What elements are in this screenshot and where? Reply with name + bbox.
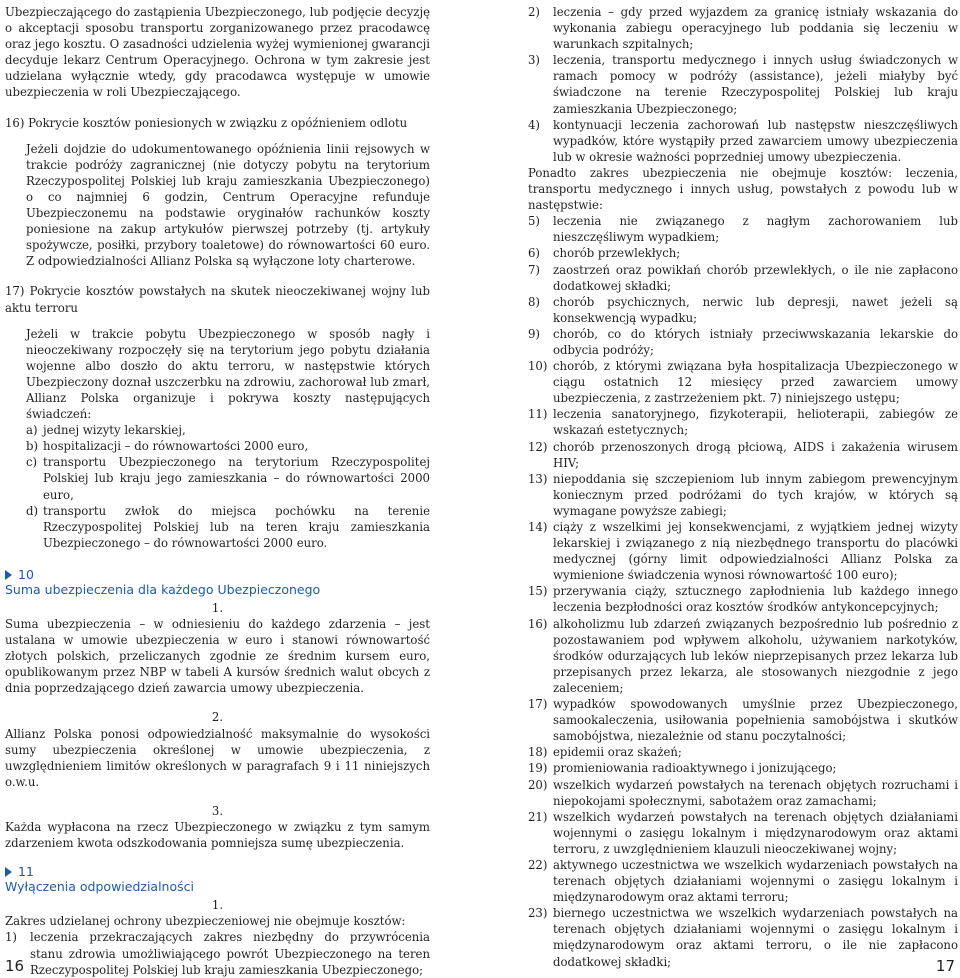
list-item-text: alkoholizmu lub zdarzeń związanych bezpośrednio lub pośrednio z pozostawaniem pod wpływem alkoholu, używaniem narkotyków, środków odurzających lub leków nieprzepisanych przez lekarza lub przepisanych przez lekarza, ale stosowanych niezgodnie z jego zaleceniem; [553,616,958,695]
list-item-text: wypadków spowodowanych umyślnie przez Ubezpieczonego, samookaleczenia, usiłowania popełnienia samobójstwa i skutków samobójstwa, niezależnie od stanu poczytalności; [553,697,958,744]
list-item-label: 4) [528,117,540,132]
exclusions-list-a [528,4,958,165]
list-item-label: 23) [528,906,548,921]
list-item-label: 10) [528,359,548,374]
list-item-label: 11) [528,407,548,422]
list-item-label: b) [26,439,39,454]
list-item-text: leczenia sanatoryjnego, fizykoterapii, helioterapii, zabiegów ze wskazań estetycznych; [553,407,958,438]
section-10-para-1-number: 1. [211,600,224,615]
section-10-para-2: Allianz Polska ponosi odpowiedzialność maksymalnie do wysokości sumy ubezpieczenia określonej w umowie ubezpieczenia, z uwzględnieniem limitów określonych w paragrafach 9 i 11 niniejszych o.w.u. [5,726,430,789]
item-17-heading: 17) Pokrycie kosztów powstałych na skutek nieoczekiwanej wojny lub aktu terroru [5,284,430,315]
list-item [528,294,958,326]
list-item-text: wszelkich wydarzeń powstałych na terenach objętych rozruchami i niepokojami społecznymi, sabotażem oraz zamachami; [553,777,958,808]
list-item [528,760,958,776]
list-item [528,52,958,116]
list-item-label: 19) [528,761,548,776]
list-item-label: 20) [528,777,548,792]
item-16-heading: 16) Pokrycie kosztów poniesionych w związku z opóźnieniem odlotu [5,115,408,130]
right-column [528,4,958,970]
list-item [528,213,958,245]
triangle-marker-icon [5,570,12,580]
list-item-text: chorób psychicznych, nerwic lub depresji, nawet jeżeli są konsekwencją wypadku; [553,294,958,325]
list-item [528,471,958,519]
list-item-text: chorób przewlekłych; [553,246,681,261]
list-item [528,262,958,294]
list-item [528,905,958,969]
list-item-text: hospitalizacji – do równowartości 2000 euro, [43,439,309,454]
list-item-text: niepoddania się szczepieniom lub innym zabiegom prewencyjnym koniecznym przed podróżami do tych krajów, w których są wymagane powyższe zabiegi; [553,471,958,518]
intro-paragraph: Ubezpieczającego do zastąpienia Ubezpieczonego, lub podjęcie decyzję o akceptacji sposobu transportu zorganizowanego przez pracodawcę oraz jego kosztu. O zasadności udzielenia wyżej wymienionej gwarancji decyduje lekarz Centrum Operacyjnego. Ochrona w tym zakresie jest udzielana wyłącznie wtedy, gdy pracodawca występuje w umowie ubezpieczenia w roli Ubezpieczającego. [5,5,430,100]
item-16-body: Jeżeli dojdzie do udokumentowanego opóźnienia linii rejsowych w trakcie podróży zagranicznej (nie dotyczy pobytu na terytorium Rzeczypospolitej Polskiej lub kraju zamieszkania Ubezpieczonego) o co najmniej 6 godzin, Centrum Operacyjne refunduje Ubezpieczonemu na podstawie oryginałów rachunków koszty poniesione na zakup artykułów pierwszej potrzeby (tj. artykuły spożywcze, posiłki, przybory toaletowe) do równowartości 60 euro. Z odpowiedzialności Allianz Polska są wyłączone loty charterowe. [26,141,430,269]
list-item-label: 15) [528,584,548,599]
list-item-text: leczenia, transportu medycznego i innych usług świadczonych w ramach pomocy w podróży (assistance), jeżeli miałyby być świadczone na terenie Rzeczypospolitej Polskiej lub kraju zamieszkania Ubezpieczonego; [553,53,958,116]
list-item-text: transportu Ubezpieczonego na terytorium Rzeczypospolitej Polskiej lub kraju jego zamieszkania – do równowartości 2000 euro, [43,455,430,502]
list-item-text: jednej wizyty lekarskiej, [43,423,186,438]
section-10-title: Suma ubezpieczenia dla każdego Ubezpieczonego [5,581,321,597]
list-item-label: 21) [528,809,548,824]
list-item [528,696,958,744]
list-item [528,616,958,696]
list-item-label: 17) [528,697,548,712]
list-item-label: 14) [528,520,548,534]
item-17-content [26,326,430,551]
list-item-text: przerywania ciąży, sztucznego zapłodnienia lub każdego innego leczenia bezpłodności oraz kosztów środków antykoncepcyjnych; [553,584,958,615]
section-10-number: 10 [18,566,34,582]
list-item-label: c) [26,455,38,470]
list-item [528,326,958,358]
section-10-para-2-number: 2. [211,710,224,725]
section-10-para-3: Każda wypłacona na rzecz Ubezpieczonego w związku z tym samym zdarzeniem kwota odszkodowania pomniejsza sumę ubezpieczenia. [5,820,430,851]
list-item-text: biernego uczestnictwa we wszelkich wydarzeniach powstałych na terenach objętych działaniami wojennymi o zasięgu lokalnym i międzynarodowym oraz aktami terroru, o ile nie zapłacono dodatkowej składki; [553,906,958,969]
section-11-number: 11 [18,864,34,880]
list-item-text: transportu zwłok do miejsca pochówku na terenie Rzeczypospolitej Polskiej lub na teren kraju zamieszkania Ubezpieczonego – do równowartości 2000 euro. [43,503,430,550]
list-item-label: 7) [528,262,540,277]
list-item [528,406,958,438]
list-item [26,503,430,551]
section-11-title: Wyłączenia odpowiedzialności [5,879,194,895]
list-item-text: ciąży z wszelkimi jej konsekwencjami, z wyjątkiem jednej wizyty lekarskiej i związanego z nią niezbędnego transportu do placówki medycznej (górny limit odpowiedzialności Allianz Polska za wymienione świadczenia wynosi równowartość 100 euro); [553,520,958,583]
page-number-left: 16 [5,957,25,975]
list-item-text: epidemii oraz skażeń; [553,745,682,760]
list-item-text: kontynuacji leczenia zachorowań lub następstw nieszczęśliwych wypadków, które wystąpiły przed zawarciem umowy ubezpieczenia lub w okresie ważności poprzedniej umowy ubezpieczenia. [553,117,958,164]
left-column [5,4,430,978]
list-item [528,809,958,857]
list-item [26,454,430,502]
triangle-marker-icon [5,867,12,877]
list-item-label: d) [26,503,39,518]
list-item [528,857,958,905]
list-item [528,744,958,760]
list-item-text: aktywnego uczestnictwa we wszelkich wydarzeniach powstałych na terenach objętych działaniami wojennymi o zasięgu lokalnym i międzynarodowym oraz aktami terroru; [553,857,958,905]
section-10-para-3-number: 3. [211,803,224,818]
list-item [26,438,430,454]
list-item [528,583,958,615]
item-17-body: Jeżeli w trakcie pobytu Ubezpieczonego w sposób nagły i nieoczekiwany rozpoczęły się na terytorium jego pobytu działania wojenne albo doszło do aktu terroru, w następstwie których Ubezpieczony doznał uszczerbku na zdrowiu, zachorował lub zmarł, Allianz Polska organizuje i pokrywa koszty następujących świadczeń: [26,326,430,422]
list-item [528,245,958,261]
section-11-header [5,864,430,895]
list-item-label: 9) [528,326,540,341]
list-item-text: leczenia przekraczających zakres niezbędny do przywrócenia stanu zdrowia umożliwiającego powrót Ubezpieczonego na teren Rzeczypospolitej Polskiej lub kraju zamieszkania Ubezpieczonego; [30,930,430,977]
list-item [528,4,958,52]
section-11-list [5,929,430,977]
list-item-label: 8) [528,294,540,309]
list-item-label: 5) [528,214,540,229]
list-item [5,929,430,977]
list-item-label: 6) [528,246,540,261]
list-item-label: 13) [528,471,548,486]
list-item [26,422,430,438]
list-item-text: chorób, co do których istniały przeciwwskazania lekarskie do odbycia podróży; [553,326,958,357]
list-item [528,117,958,165]
list-item-label: a) [26,423,38,438]
page-number-right: 17 [935,957,955,975]
list-item-label: 16) [528,616,548,631]
item-17-list [26,422,430,551]
list-item-text: chorób przenoszonych drogą płciową, AIDS i zakażenia wirusem HIV; [553,439,958,470]
list-item-label: 2) [528,5,540,19]
list-item [528,777,958,809]
list-item-label: 18) [528,745,548,760]
section-10-para-1: Suma ubezpieczenia – w odniesieniu do każdego zdarzenia – jest ustalana w umowie ubezpieczenia w euro i stanowi równowartość złotych polskich, przeliczanych zgodnie ze średnim kursem euro, opublikowanym przez NBP w tabeli A kursów średnich walut obcych z dnia poprzedzającego dzień zawarcia umowy ubezpieczenia. [5,617,430,696]
section-10-header [5,567,430,598]
list-item-text: leczenia nie związanego z nagłym zachorowaniem lub nieszczęśliwym wypadkiem; [553,214,958,245]
list-item [528,439,958,471]
list-item-text: chorób, z którymi związana była hospitalizacja Ubezpieczonego w ciągu ostatnich 12 miesięcy przed zawarciem umowy ubezpieczenia, z zastrzeżeniem pkt. 7) niniejszego ustępu; [553,359,958,406]
exclusions-mid-paragraph: Ponadto zakres ubezpieczenia nie obejmuje kosztów: leczenia, transportu medycznego i innych usług, powstałych z powodu lub w następstwie: [528,165,958,213]
list-item-label: 22) [528,857,548,872]
list-item-text: leczenia – gdy przed wyjazdem za granicę istniały wskazania do wykonania zabiegu operacyjnego lub poddania się leczeniu w warunkach szpitalnych; [553,5,958,52]
list-item-text: wszelkich wydarzeń powstałych na terenach objętych działaniami wojennymi o zasięgu lokalnym i międzynarodowym oraz aktami terroru, z uwzględnieniem klauzuli nieoczekiwanej wojny; [553,809,958,856]
list-item-label: 1) [5,930,17,945]
list-item-label: 3) [528,53,540,68]
exclusions-list-b [528,213,958,969]
section-11-para-1-number: 1. [211,898,224,913]
list-item [528,519,958,583]
list-item-label: 12) [528,439,548,454]
list-item-text: promieniowania radioaktywnego i jonizującego; [553,761,837,776]
list-item [528,358,958,406]
section-11-para-1: Zakres udzielanej ochrony ubezpieczeniowej nie obejmuje kosztów: [5,914,406,929]
list-item-text: zaostrzeń oraz powikłań chorób przewlekłych, o ile nie zapłacono dodatkowej składki; [553,262,958,293]
